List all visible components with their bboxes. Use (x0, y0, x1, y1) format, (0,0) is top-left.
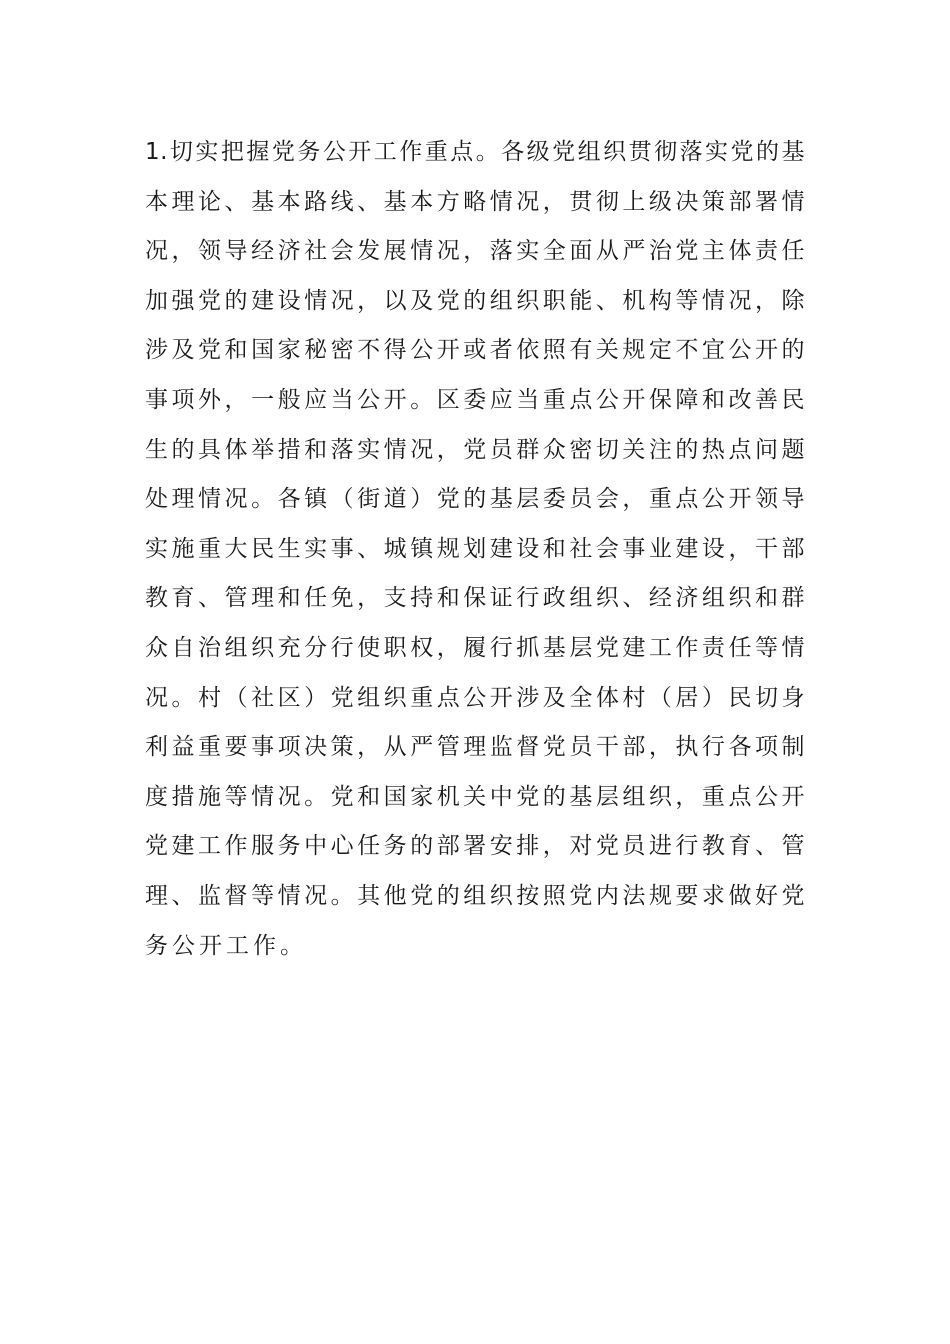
paragraph-line: 况。村（社区）党组织重点公开涉及全体村（居）民切身 (145, 684, 805, 711)
paragraph-line: 众自治组织充分行使职权，履行抓基层党建工作责任等情 (145, 634, 805, 661)
paragraph-line: 生的具体举措和落实情况，党员群众密切关注的热点问题 (145, 436, 805, 463)
paragraph-line: 务公开工作。 (145, 932, 307, 959)
paragraph-line: 本理论、基本路线、基本方略情况，贯彻上级决策部署情 (145, 188, 805, 215)
paragraph-line: 理、监督等情况。其他党的组织按照党内法规要求做好党 (145, 882, 805, 909)
paragraph-line: 事项外，一般应当公开。区委应当重点公开保障和改善民 (145, 386, 805, 413)
body-paragraph (145, 128, 805, 971)
paragraph-line: 加强党的建设情况，以及党的组织职能、机构等情况，除 (145, 287, 805, 314)
paragraph-line: 教育、管理和任免，支持和保证行政组织、经济组织和群 (145, 585, 805, 612)
paragraph-line: 党建工作服务中心任务的部署安排，对党员进行教育、管 (145, 833, 805, 860)
paragraph-line: 况，领导经济社会发展情况，落实全面从严治党主体责任 (145, 238, 805, 265)
paragraph-line: 实施重大民生实事、城镇规划建设和社会事业建设，干部 (145, 535, 805, 562)
paragraph-line: 处理情况。各镇（街道）党的基层委员会，重点公开领导 (145, 486, 805, 513)
paragraph-line: 1.切实把握党务公开工作重点。各级党组织贯彻落实党的基 (145, 139, 805, 165)
paragraph-line: 度措施等情况。党和国家机关中党的基层组织，重点公开 (145, 783, 805, 810)
paragraph-line: 利益重要事项决策，从严管理监督党员干部，执行各项制 (145, 734, 805, 761)
paragraph-line: 涉及党和国家秘密不得公开或者依照有关规定不宜公开的 (145, 337, 805, 364)
